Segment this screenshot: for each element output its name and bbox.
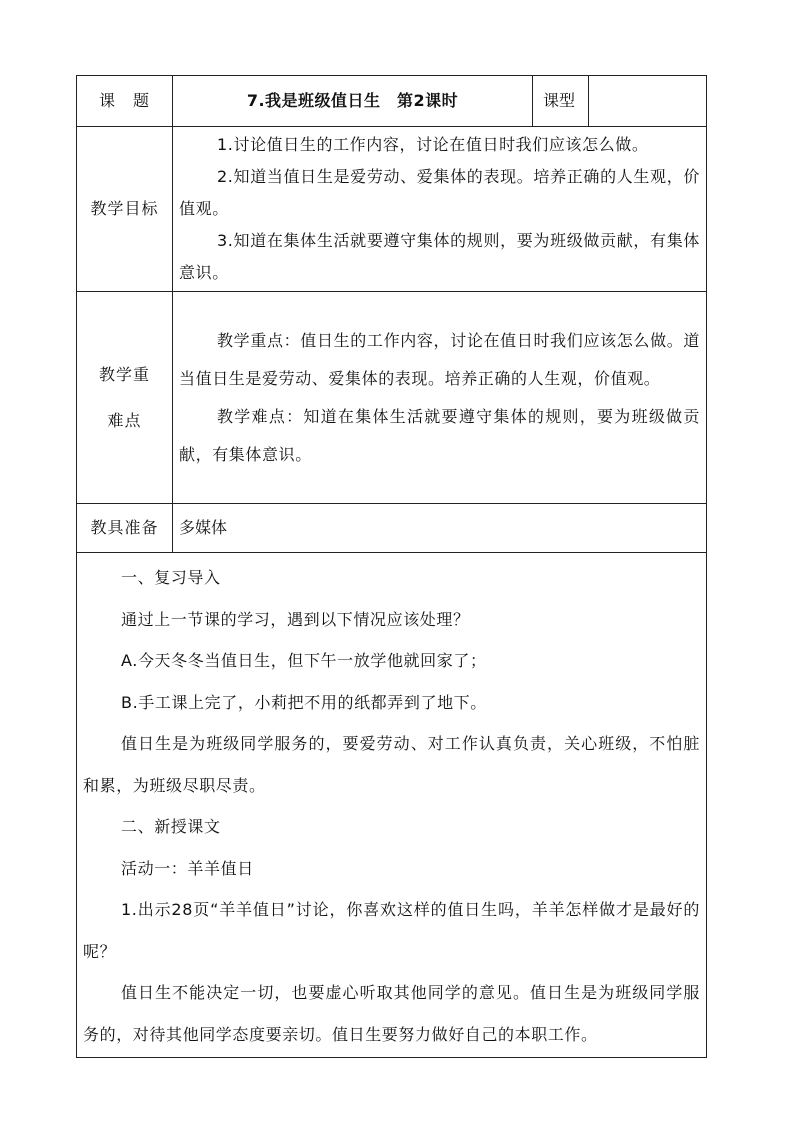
tools-row [77, 504, 707, 553]
objectives-label: 教学目标 [77, 127, 173, 292]
objective-item: 1.讨论值日生的工作内容，讨论在值日时我们应该怎么做。 [217, 135, 649, 154]
tools-label: 教具准备 [77, 504, 173, 553]
tools-value: 多媒体 [173, 504, 707, 553]
objectives-row [77, 127, 707, 292]
objectives-content [173, 127, 707, 292]
key-points-label-line1: 教学重 [98, 364, 150, 384]
lesson-type-label: 课型 [533, 76, 589, 127]
lesson-title: 7.我是班级值日生 第2课时 [173, 76, 533, 127]
process-content [77, 553, 707, 1058]
process-row [77, 553, 707, 1058]
process-heading: 二、新授课文 [121, 817, 221, 836]
difficult-point-text: 教学难点：知道在集体生活就要遵守集体的规则，要为班级做贡献，有集体意识。 [179, 406, 700, 464]
key-point-text: 教学重点：值日生的工作内容，讨论在值日时我们应该怎么做。道当值日生是爱劳动、爱集体的表现。培养正确的人生观，价值观。 [179, 330, 700, 388]
key-points-content [173, 292, 707, 504]
process-paragraph: 通过上一节课的学习，遇到以下情况应该处理？ [121, 609, 470, 629]
topic-label: 课 题 [77, 76, 173, 127]
lesson-plan-table [76, 75, 707, 1058]
process-paragraph: B.手工课上完了，小莉把不用的纸都弄到了地下。 [121, 692, 487, 712]
objective-item: 3.知道在集体生活就要遵守集体的规则，要为班级做贡献，有集体意识。 [179, 231, 700, 282]
process-paragraph: 值日生不能决定一切，也要虚心听取其他同学的意见。值日生是为班级同学服务的，对待其他同学态度要亲切。值日生要努力做好自己的本职工作。 [83, 983, 700, 1044]
key-points-label [77, 292, 173, 504]
objective-item: 2.知道当值日生是爱劳动、爱集体的表现。培养正确的人生观，价值观。 [179, 167, 700, 218]
lesson-type-value [589, 76, 707, 127]
key-points-label-line2: 难点 [107, 410, 142, 430]
process-subheading: 活动一：羊羊值日 [121, 858, 254, 878]
key-points-row [77, 292, 707, 504]
title-row [77, 76, 707, 127]
process-paragraph: 值日生是为班级同学服务的，要爱劳动、对工作认真负责，关心班级，不怕脏和累，为班级尽职尽责。 [83, 734, 700, 795]
process-paragraph: A.今天冬冬当值日生，但下午一放学他就回家了； [121, 651, 487, 670]
process-paragraph: 1.出示28页“羊羊值日”讨论，你喜欢这样的值日生吗，羊羊怎样做才是最好的呢？ [83, 900, 700, 961]
process-heading: 一、复习导入 [121, 568, 221, 587]
